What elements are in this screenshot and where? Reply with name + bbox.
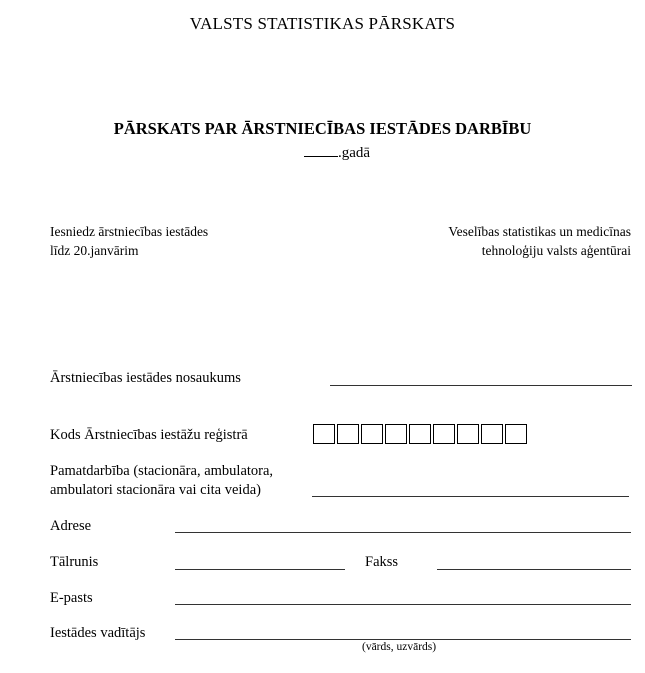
registry-code-box[interactable]	[481, 424, 503, 444]
year-blank-field[interactable]	[304, 143, 338, 157]
fax-label: Fakss	[365, 554, 399, 570]
submitter-block	[50, 222, 208, 260]
main-activity-label-line-1: Pamatdarbība (stacionāra, ambulatora,	[50, 463, 274, 479]
registry-code-box[interactable]	[385, 424, 407, 444]
address-field[interactable]	[175, 532, 631, 533]
form-type-heading: VALSTS STATISTIKAS PĀRSKATS	[189, 14, 456, 33]
registry-code-box[interactable]	[505, 424, 527, 444]
phone-label: Tālrunis	[50, 554, 99, 570]
director-hint: (vārds, uzvārds)	[362, 641, 437, 653]
director-label: Iestādes vadītājs	[50, 625, 146, 641]
fax-field[interactable]	[437, 569, 631, 570]
report-year	[304, 143, 370, 162]
recipient-line-2: tehnoloģiju valsts aģentūrai	[481, 243, 631, 258]
phone-field[interactable]	[175, 569, 345, 570]
registry-code-label: Kods Ārstniecības iestāžu reģistrā	[50, 427, 248, 443]
recipient-block	[448, 222, 631, 260]
institution-name-label: Ārstniecības iestādes nosaukums	[50, 370, 241, 386]
deadline-text: līdz 20.janvārim	[50, 243, 139, 258]
year-suffix: .gadā	[338, 145, 371, 161]
registry-code-box[interactable]	[433, 424, 455, 444]
main-activity-field[interactable]	[312, 496, 629, 497]
main-activity-label-line-2: ambulatori stacionāra vai cita veida)	[50, 482, 261, 498]
registry-code-box[interactable]	[457, 424, 479, 444]
report-title: PĀRSKATS PAR ĀRSTNIECĪBAS IESTĀDES DARBĪBU	[113, 119, 532, 138]
submitter-text: Iesniedz ārstniecības iestādes	[50, 224, 209, 239]
institution-name-field[interactable]	[330, 385, 632, 386]
registry-code-box[interactable]	[337, 424, 359, 444]
address-label: Adrese	[50, 518, 92, 534]
email-label: E-pasts	[50, 590, 93, 606]
registry-code-box[interactable]	[313, 424, 335, 444]
registry-code-boxes	[313, 424, 529, 444]
main-activity-label	[50, 462, 273, 500]
director-field[interactable]	[175, 639, 631, 640]
registry-code-box[interactable]	[361, 424, 383, 444]
email-field[interactable]	[175, 604, 631, 605]
registry-code-box[interactable]	[409, 424, 431, 444]
recipient-line-1: Veselības statistikas un medicīnas	[448, 224, 631, 239]
